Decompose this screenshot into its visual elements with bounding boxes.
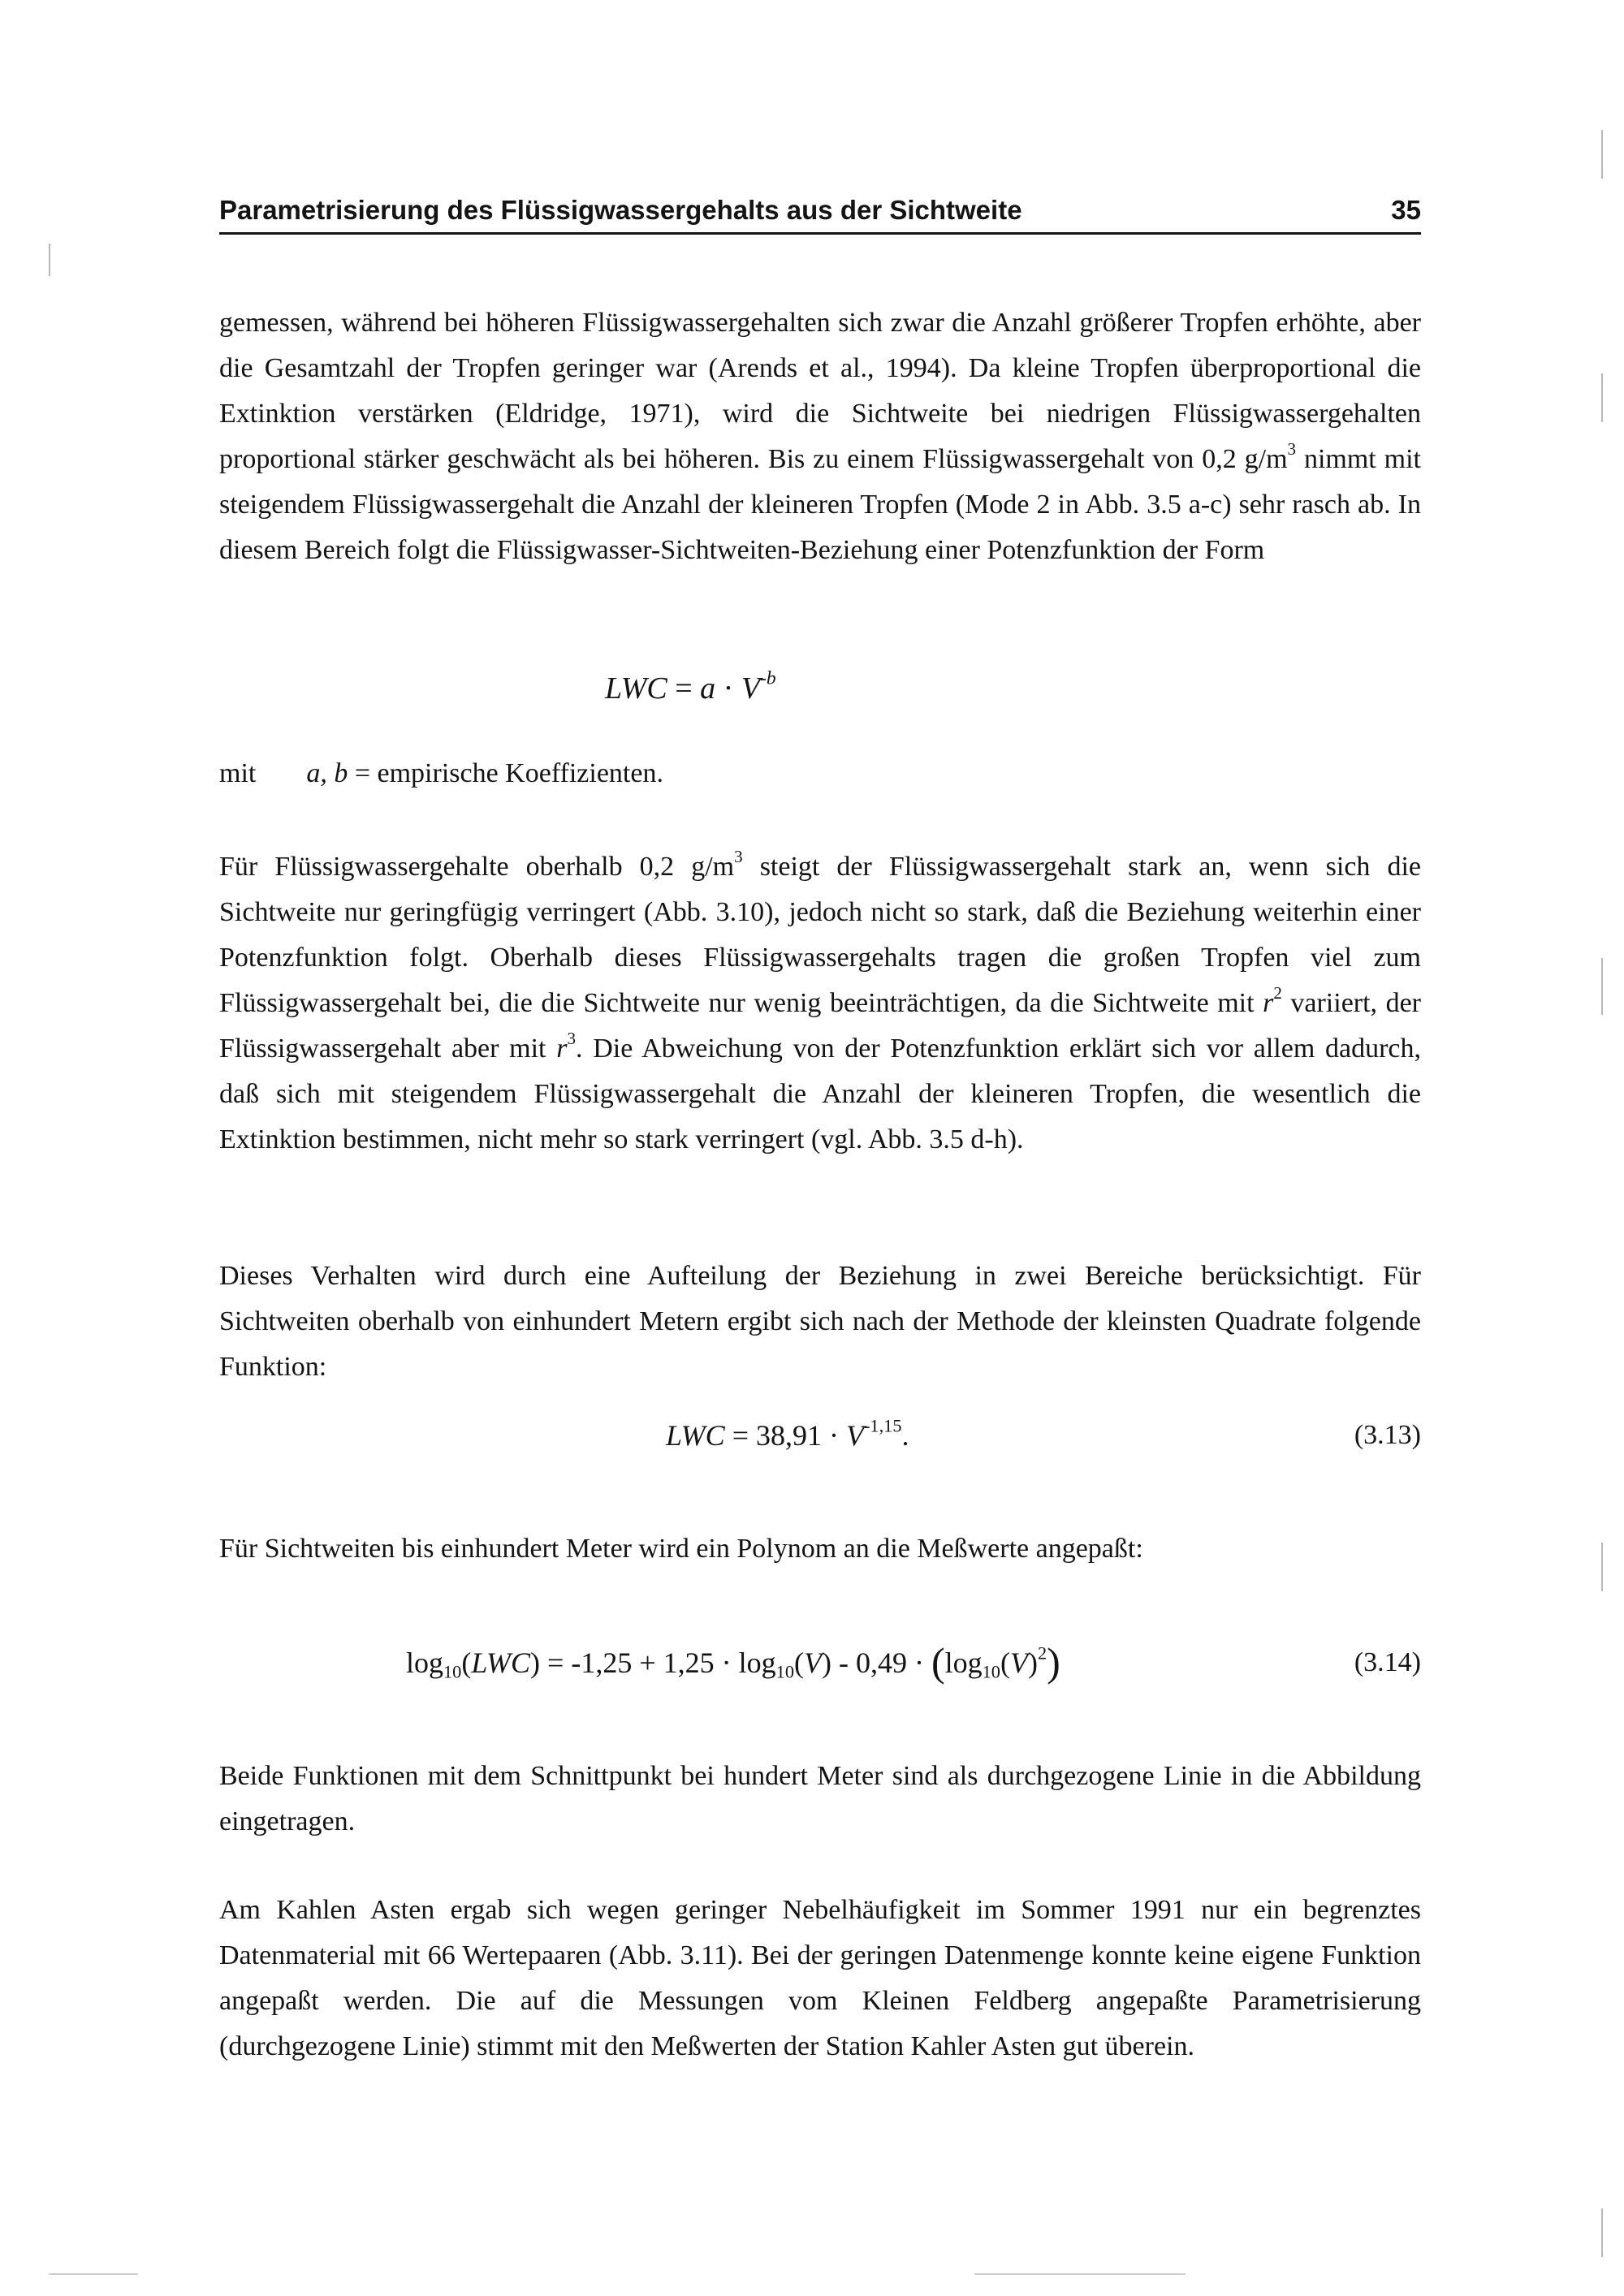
equation-3-13: LWC = $38,91 \cdot V^{-1,15}$. xyxy=(666,1415,909,1452)
paragraph-6: Am Kahlen Asten ergab sich wegen geringer Nebelhäufigkeit im Sommer 1991 nur ein begrenztes Datenmaterial mit 66 Wertepaaren (Abb. 3.11). Bei der geringen Datenmenge konnte keine eigene Funktion angepaßt werden. Die auf die Messungen vom Kleinen Feldberg angepaßte Parametrisierung (durchgezogene Linie) stimmt mit den Meßwerten der Station Kahler Asten gut überein. xyxy=(219,1895,1421,2061)
scan-artifact xyxy=(1601,130,1603,179)
scan-artifact xyxy=(49,2273,138,2275)
scan-artifact xyxy=(1601,958,1603,1015)
running-header xyxy=(219,192,1421,235)
paragraph-1: gemessen, während bei höheren Flüssigwassergehalten sich zwar die Anzahl größerer Tropfen erhöhte, aber die Gesamtzahl der Tropfen geringer war (Arends et al., 1994). Da kleine Tropfen überproportional die Extinktion verstärken (Eldridge, 1971), wird die Sichtweite bei niedrigen Flüssigwassergehalten proportional stärker geschwächt als bei höheren. Bis zu einem Flüssigwassergehalt von 0,2 $g/m^3$ nimmt mit steigendem Flüssigwassergehalt die Anzahl der kleineren Tropfen (Mode 2 in Abb. 3.5 a-c) sehr rasch ab. In diesem Bereich folgt die Flüssigwasser-Sichtweiten-Beziehung einer Potenzfunktion der Form xyxy=(219,308,1421,565)
page-number: 35 xyxy=(1391,195,1421,225)
header-title: Parametrisierung des Flüssigwassergehalts aus der Sichtweite xyxy=(219,195,1022,225)
equation-3-14: $\log_{10}(LWC) = -1,25 + 1,25 \cdot \log_{10}(V) - 0,49 \cdot (\log_{10}(V)^2)$ xyxy=(406,1639,1060,1685)
formula-power-law: LWC = $a \cdot V^{-b}$ xyxy=(605,667,776,706)
equation-number-3-14: (3.14) xyxy=(1354,1647,1421,1677)
paragraph-3: Dieses Verhalten wird durch eine Aufteilung der Beziehung in zwei Bereiche berücksichtigt. Für Sichtweiten oberhalb von einhundert Metern ergibt sich nach der Methode der kleinsten Quadrate folgende Funktion: xyxy=(219,1261,1421,1382)
scan-artifact xyxy=(1601,2208,1603,2257)
mit-label: mit xyxy=(219,758,257,788)
scan-artifact xyxy=(1601,373,1603,422)
paragraph-2: Für Flüssigwassergehalte oberhalb 0,2 $g/m^3$ steigt der Flüssigwassergehalt stark an, wenn sich die Sichtweite nur geringfügig verringert (Abb. 3.10), jedoch nicht so stark, daß die Beziehung weiterhin einer Potenzfunktion folgt. Oberhalb dieses Flüssigwassergehalts tragen die großen Tropfen viel zum Flüssigwassergehalt bei, die die Sichtweite nur wenig beeinträchtigen, da die Sichtweite mit $r^2$ variiert, der Flüssigwassergehalt aber mit $r^3$. Die Abweichung von der Potenzfunktion erklärt sich vor allem dadurch, daß sich mit steigendem Flüssigwassergehalt die Anzahl der kleineren Tropfen, die wesentlich die Extinktion bestimmen, nicht mehr so stark verringert (vgl. Abb. 3.5 d-h). xyxy=(219,847,1422,1154)
paragraph-4: Für Sichtweiten bis einhundert Meter wird ein Polynom an die Meßwerte angepaßt: xyxy=(219,1534,1143,1564)
scan-artifact xyxy=(974,2273,1186,2275)
scan-artifact xyxy=(49,244,50,276)
equation-number-3-13: (3.13) xyxy=(1354,1420,1421,1450)
scan-artifact xyxy=(1601,1543,1603,1591)
right-paren: ) xyxy=(1047,1639,1060,1685)
coefficients-line: mit a, b = empirische Koeffizienten. xyxy=(219,758,663,788)
left-paren: ( xyxy=(931,1639,945,1685)
paragraph-5: Beide Funktionen mit dem Schnittpunkt bei hundert Meter sind als durchgezogene Linie in die Abbildung eingetragen. xyxy=(219,1761,1421,1836)
